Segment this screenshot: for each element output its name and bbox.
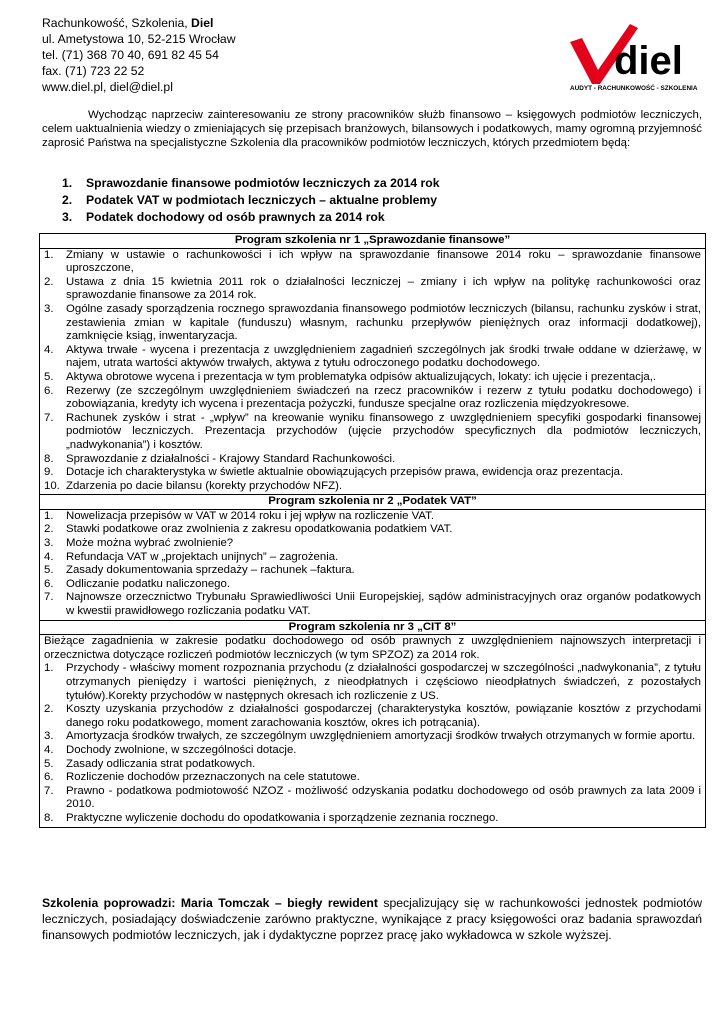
topic-item: 3. Podatek dochodowy od osób prawnych za 2014 rok xyxy=(62,210,385,224)
company-address: ul. Ametystowa 10, 52-215 Wrocław xyxy=(42,32,236,46)
program-3-section xyxy=(40,635,705,826)
company-phone: tel. (71) 368 70 40, 691 82 45 54 xyxy=(42,48,219,62)
list-item: 4. Aktywa trwałe - wycena i prezentacja z uwzględnieniem zagadnień szczególnych jak środki trwałe oddane w dzierżawę, w najem, utrata wartości aktywów trwałych, aktywa z tytułu odroczonego podatku dochodowego. xyxy=(44,343,701,370)
program-3-list xyxy=(44,662,701,825)
list-item: 1. Nowelizacja przepisów w VAT w 2014 roku i jej wpływ na rozliczenie VAT. xyxy=(44,509,435,522)
trainer-name: Szkolenia poprowadzi: Maria Tomczak – biegły rewident xyxy=(42,896,378,910)
topic-item: 2. Podatek VAT w podmiotach leczniczych – aktualne problemy xyxy=(62,193,438,207)
list-item: 3. Amortyzacja środków trwałych, ze szczególnym uwzględnieniem amortyzacji środków trwałych otrzymanych w formie aportu. xyxy=(44,730,696,743)
list-item: 5. Aktywa obrotowe wycena i prezentacja w tym problematyka odpisów aktualizujących, lokaty: ich ujęcie i prezentacja,. xyxy=(44,370,657,383)
list-item: 8. Praktyczne wyliczenie dochodu do opodatkowania i sporządzenie zeznania rocznego. xyxy=(44,811,499,824)
list-item: 9. Dotacje ich charakterystyka w świetle aktualnie obowiązujących przepisów prawa, ewidencja oraz prezentacja. xyxy=(44,466,624,479)
list-item: 5. Zasady odliczania strat podatkowych. xyxy=(44,757,256,770)
list-item: 6. Rozliczenie dochodów przeznaczonych na cele statutowe. xyxy=(44,771,360,784)
company-fax: fax. (71) 723 22 52 xyxy=(42,64,145,78)
list-item: 1. Zmiany w ustawie o rachunkowości i ich wpływ na sprawozdanie finansowe 2014 roku – sprawozdanie finansowe uproszczone, xyxy=(44,248,701,275)
program-1-section xyxy=(40,249,705,495)
diel-logo xyxy=(568,20,708,92)
list-item: 2. Stawki podatkowe oraz zwolnienia z zakresu opodatkowania podatkiem VAT. xyxy=(44,523,453,536)
list-item: 10. Zdarzenia po dacie bilansu (korekty przychodów NFZ). xyxy=(44,479,343,492)
company-line: Rachunkowość, Szkolenia, Diel xyxy=(42,16,214,30)
program-1-list xyxy=(44,249,701,494)
topics-list xyxy=(62,175,682,226)
company-header xyxy=(42,15,236,95)
logo-wordmark: diel xyxy=(614,39,683,83)
list-item: 2. Ustawa z dnia 15 kwietnia 2011 rok o działalności leczniczej – zmiany i ich wpływ na politykę rachunkowości oraz sprawozdanie finansowe za 2014 rok. xyxy=(44,275,701,302)
list-item: 3. Ogólne zasady sporządzenia rocznego sprawozdania finansowego podmiotów leczniczych (bilansu, rachunku zysków i strat, zestawienia zmian w kapitale (funduszu) własnym, rachunku przepływów pieniężnych oraz informacji dodatkowej), zamknięcie ksiąg, inwentaryzacja. xyxy=(44,302,701,343)
list-item: 7. Prawno - podatkowa podmiotowość NZOZ - możliwość odzyskania podatku dochodowego od osób prawnych za lata 2009 i 2010. xyxy=(44,784,701,811)
list-item: 4. Dochody zwolnione, w szczególności dotacje. xyxy=(44,743,297,756)
list-item: 4. Refundacja VAT w „projektach unijnych” – zagrożenia. xyxy=(44,550,339,563)
list-item: 6. Rezerwy (ze szczególnym uwzględnieniem świadczeń na rzecz pracowników i rezerw z tytułu podatku dochodowego) i zobowiązania, kredyty ich wycena i prezentacja pożyczki, fundusze specjalne oraz rozliczenia międzyokresowe. xyxy=(44,384,701,411)
list-item: 5. Zasady dokumentowania sprzedaży – rachunek –faktura. xyxy=(44,564,355,577)
topic-item: 1. Sprawozdanie finansowe podmiotów leczniczych za 2014 rok xyxy=(62,176,440,190)
intro-paragraph: Wychodząc naprzeciw zainteresowaniu ze strony pracowników służb finansowo – księgowych podmiotów leczniczych, celem uaktualnienia wiedzy o zmieniających się przepisach branżowych, bilansowych i podatkowych, mamy ogromną przyjemność zaprosić Państwa na specjalistyczne Szkolenia dla pracowników podmiotów leczniczych, których przedmiotem będą: xyxy=(42,109,702,150)
company-name: Diel xyxy=(191,16,214,30)
list-item: 2. Koszty uzyskania przychodów z działalności gospodarczej (charakterystyka kosztów, powiązanie kosztów z przychodami danego roku podatkowego, moment zarachowania kosztów, okres ich potrącania). xyxy=(44,703,701,729)
company-web: www.diel.pl, diel@diel.pl xyxy=(42,80,173,94)
list-item: 7. Najnowsze orzecznictwo Trybunału Sprawiedliwości Unii Europejskiej, sądów administracyjnych oraz organów podatkowych w kwestii prawidłowego rozliczania podatku VAT. xyxy=(44,591,701,618)
list-item: 1. Przychody - właściwy moment rozpoznania przychodu (z działalności gospodarczej w szczególności „nadwykonania”, z tytułu otrzymanych pieniędzy i wartości pieniężnych, z nieodpłatnych i częściowo nieodpłatnych świadczeń, z pozostałych tytułów).Korekty przychodów w następnych okresach ich rozliczenie z US. xyxy=(44,662,701,702)
program-3-lead: Bieżące zagadnienia w zakresie podatku dochodowego od osób prawnych z uwzględnieniem najnowszych interpretacji i orzecznictwa dotyczące rozliczeń podmiotów leczniczych (w tym SPZOZ) za 2014 rok. xyxy=(44,635,701,661)
list-item: 7. Rachunek zysków i strat - „wpływ” na kreowanie wyniku finansowego z uwzględnieniem specyfiki gospodarki finansowej podmiotów leczniczych. Prezentacja przychodów (ujęcie przychodów specyficznych dla podmiotów leczniczych, „nadwykonania”) i kosztów. xyxy=(44,411,701,451)
program-table xyxy=(39,233,706,828)
program-2-list xyxy=(44,510,701,619)
program-2-section xyxy=(40,510,705,620)
list-item: 3. Może można wybrać zwolnienie? xyxy=(44,537,234,550)
program-3-title: Program szkolenia nr 3 „CIT 8” xyxy=(40,620,705,636)
trainer-paragraph: Szkolenia poprowadzi: Maria Tomczak – biegły rewident specjalizujący się w rachunkowości jednostek podmiotów leczniczych, posiadający doświadczenie zarówno praktyczne, wynikające z pracy księgowości oraz badania sprawozdań finansowych podmiotów leczniczych, jak i dydaktyczne poprzez pracę jako wykładowca w szkole wyższej. xyxy=(42,896,702,943)
list-item: 8. Sprawozdanie z działalności - Krajowy Standard Rachunkowości. xyxy=(44,452,396,465)
program-2-title: Program szkolenia nr 2 „Podatek VAT” xyxy=(40,494,705,510)
list-item: 6. Odliczanie podatku naliczonego. xyxy=(44,577,231,590)
program-1-title: Program szkolenia nr 1 „Sprawozdanie finansowe” xyxy=(40,234,705,249)
logo-tagline: AUDYT - RACHUNKOWOŚĆ - SZKOLENIA xyxy=(570,85,698,92)
